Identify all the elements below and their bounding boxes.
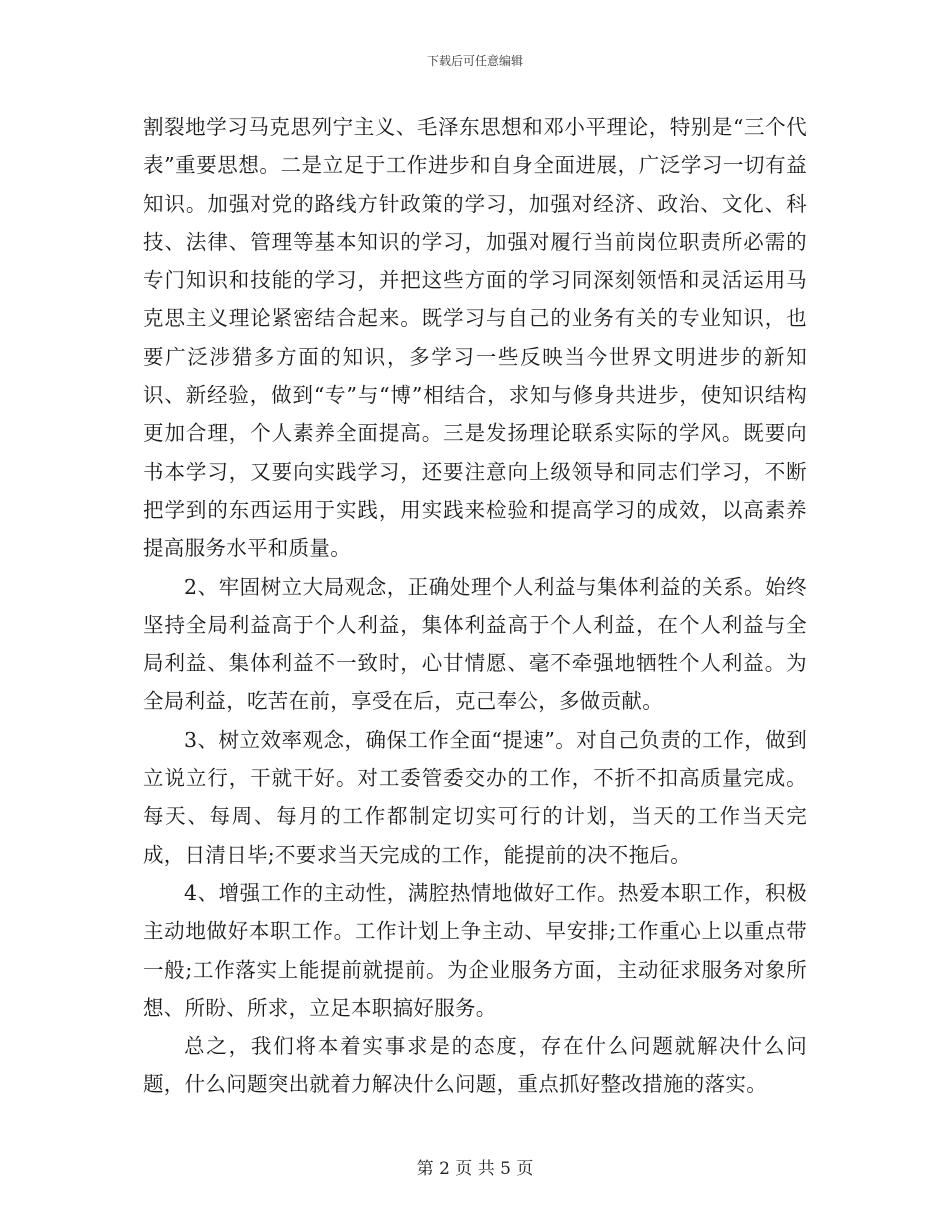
paragraph-continuation: 割裂地学习马克思列宁主义、毛泽东思想和邓小平理论，特别是“三个代表”重要思想。二是立足于工作进步和自身全面进展，广泛学习一切有益知识。加强对党的路线方针政策的学习，加强对经济、政治、文化、科技、法律、管理等基本知识的学习，加强对履行当前岗位职责所必需的专门知识和技能的学习，并把这些方面的学习同深刻领悟和灵活运用马克思主义理论紧密结合起来。既学习与自己的业务有关的专业知识，也要广泛涉猎多方面的知识，多学习一些反映当今世界文明进步的新知识、新经验，做到“专”与“博”相结合，求知与修身共进步，使知识结构更加合理，个人素养全面提高。三是发扬理论联系实际的学风。既要向书本学习，又要向实践学习，还要注意向上级领导和同志们学习，不断把学到的东西运用于实践，用实践来检验和提高学习的成效，以高素养提高服务水平和质量。 [143,115,807,561]
paragraph-conclusion: 总之，我们将本着实事求是的态度，存在什么问题就解决什么问题，什么问题突出就着力解决什么问题，重点抓好整改措施的落实。 [143,1034,807,1097]
paragraph-item-2: 2、牢固树立大局观念，正确处理个人利益与集体利益的关系。始终坚持全局利益高于个人利益，集体利益高于个人利益，在个人利益与全局利益、集体利益不一致时，心甘情愿、毫不牵强地牺牲个人利益。为全局利益，吃苦在前，享受在后，克己奉公，多做贡献。 [143,574,807,714]
paragraph-item-4: 4、增强工作的主动性，满腔热情地做好工作。热爱本职工作，积极主动地做好本职工作。工作计划上争主动、早安排;工作重心上以重点带一般;工作落实上能提前就提前。为企业服务方面，主动征求服务对象所想、所盼、所求，立足本职搞好服务。 [143,880,807,1020]
page-number: 第 2 页 共 5 页 [416,1159,534,1179]
document-body [143,108,807,1104]
paragraph-item-3: 3、树立效率观念，确保工作全面“提速”。对自己负责的工作，做到立说立行，干就干好。对工委管委交办的工作，不折不扣高质量完成。每天、每周、每月的工作都制定切实可行的计划，当天的工作当天完成，日清日毕;不要求当天完成的工作，能提前的决不拖后。 [143,727,807,867]
page-header: 下载后可任意编辑 [426,54,523,68]
